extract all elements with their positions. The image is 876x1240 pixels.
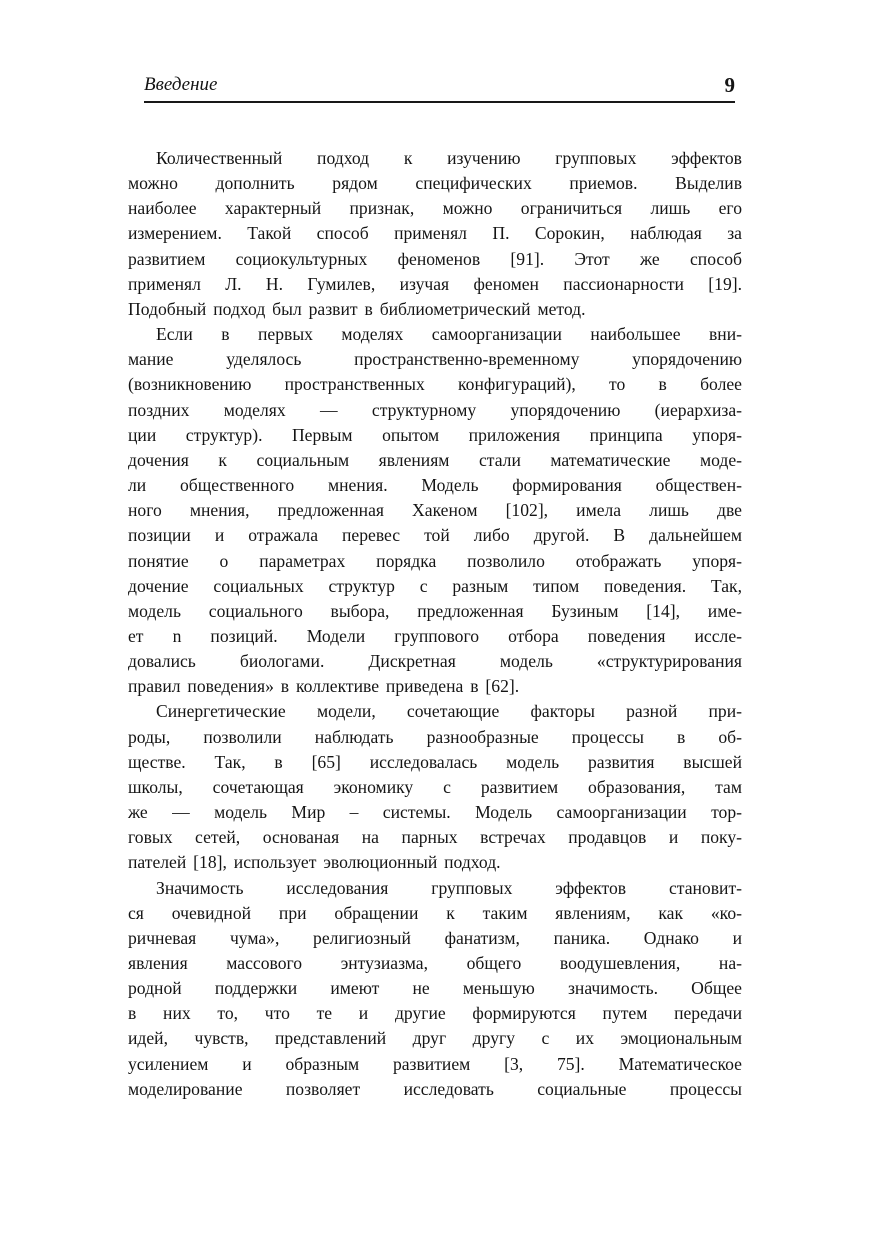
text-line: ществе. Так, в [65] исследовалась модель развития высшей <box>128 751 742 772</box>
text-line: (возникновению пространственных конфигураций), то в более <box>128 374 742 395</box>
text-line: применял Л. Н. Гумилев, изучая феномен пассионарности [19]. <box>128 273 742 294</box>
page-header <box>144 74 735 103</box>
text-line: ного мнения, предложенная Хакеном [102], имела лишь две <box>128 500 742 521</box>
text-line: поздних моделях — структурному упорядочению (иерархиза- <box>128 399 742 420</box>
text-line: родной поддержки имеют не меньшую значимость. Общее <box>128 978 742 999</box>
running-title: Введение <box>144 74 218 95</box>
text-line: ся очевидной при обращении к таким явлениям, как «ко- <box>128 902 742 923</box>
text-line: можно дополнить рядом специфических приемов. Выделив <box>128 173 742 194</box>
page-number: 9 <box>724 73 735 97</box>
text-line: пателей [18], использует эволюционный подход. <box>128 852 501 873</box>
text-line: Если в первых моделях самоорганизации наибольшее вни- <box>156 324 742 345</box>
text-line: говых сетей, основаная на парных встречах продавцов и поку- <box>128 827 742 848</box>
text-line: позиции и отражала перевес той либо другой. В дальнейшем <box>128 525 742 546</box>
text-line: понятие о параметрах порядка позволило отображать упоря- <box>128 550 742 571</box>
text-line: ли общественного мнения. Модель формирования обществен- <box>128 475 742 496</box>
text-line: усилением и образным развитием [3, 75]. Математическое <box>128 1053 742 1074</box>
text-line: же — модель Мир – системы. Модель самоорганизации тор- <box>128 802 742 823</box>
text-line: ции структур). Первым опытом приложения принципа упоря- <box>128 424 742 445</box>
text-line: Подобный подход был развит в библиометрический метод. <box>128 298 586 319</box>
text-line: дочения к социальным явлениям стали математические моде- <box>128 449 742 470</box>
text-line: наиболее характерный признак, можно ограничиться лишь его <box>128 198 742 219</box>
paragraph <box>128 699 742 875</box>
text-line: Значимость исследования групповых эффектов становит- <box>156 877 742 898</box>
paragraph <box>128 322 742 699</box>
text-line: развитием социокультурных феноменов [91]. Этот же способ <box>128 248 742 269</box>
text-line: моделирование позволяет исследовать социальные процессы <box>128 1078 742 1099</box>
text-line: правил поведения» в коллективе приведена в [62]. <box>128 676 520 697</box>
text-line: ричневая чума», религиозный фанатизм, паника. Однако и <box>128 927 742 948</box>
text-line: школы, сочетающая экономику с развитием образования, там <box>128 776 742 797</box>
text-line: идей, чувств, представлений друг другу с их эмоциональным <box>128 1028 742 1049</box>
text-line: ет n позиций. Модели группового отбора поведения иссле- <box>128 625 742 646</box>
text-line: измерением. Такой способ применял П. Сорокин, наблюдая за <box>128 223 742 244</box>
body-text <box>128 146 742 1102</box>
text-line: роды, позволили наблюдать разнообразные процессы в об- <box>128 726 742 747</box>
text-line: модель социального выбора, предложенная Бузиным [14], име- <box>128 600 742 621</box>
text-line: Количественный подход к изучению групповых эффектов <box>156 148 742 168</box>
text-line: в них то, что те и другие формируются путем передачи <box>128 1003 742 1024</box>
paragraph <box>128 876 742 1102</box>
text-line: Синергетические модели, сочетающие факторы разной при- <box>156 701 742 722</box>
text-line: дочение социальных структур с разным типом поведения. Так, <box>128 575 742 596</box>
text-line: явления массового энтузиазма, общего воодушевления, на- <box>128 953 742 973</box>
text-line: довались биологами. Дискретная модель «структурирования <box>128 651 742 672</box>
paragraph <box>128 146 742 322</box>
text-line: мание уделялось пространственно-временному упорядочению <box>128 349 742 370</box>
